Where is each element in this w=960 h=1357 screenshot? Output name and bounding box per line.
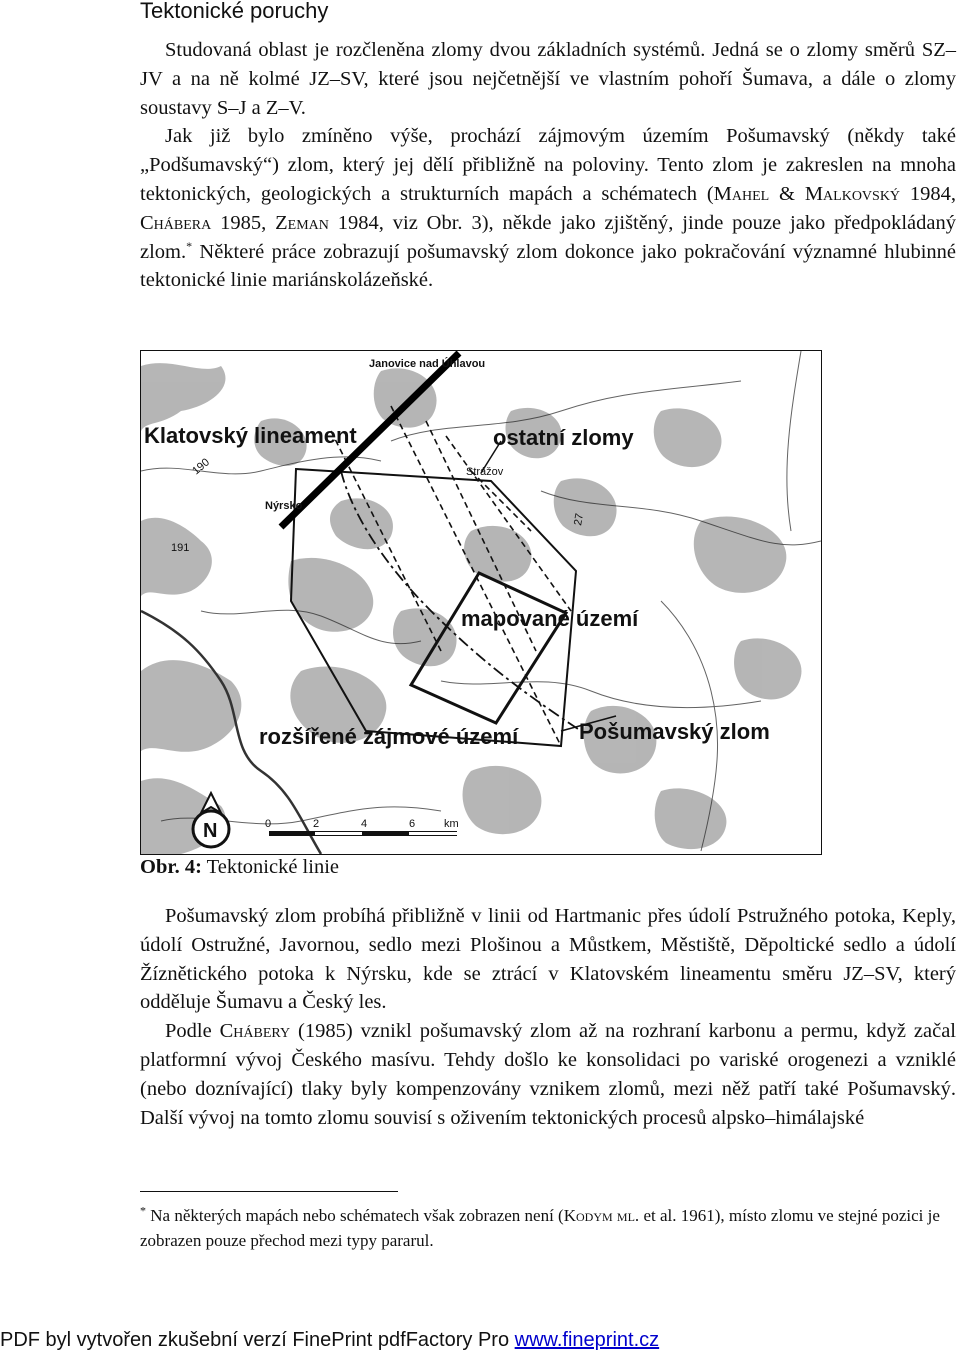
label-strazov: Strážov (466, 466, 504, 478)
label-road-190: 190 (190, 456, 212, 478)
label-road-27: 27 (572, 512, 587, 527)
pdf-generator-footer: PDF byl vytvořen zkušební verzí FinePrint pdfFactory Pro www.fineprint.cz (0, 1329, 660, 1351)
scale-tick-4: 4 (361, 818, 368, 830)
footnote-separator (140, 1191, 398, 1192)
paragraph-fault-origin: Podle Chábery (1985) vznikl pošumavský zlom až na rozhraní karbonu a permu, když začal platformní vývoj Českého masívu. Tehdy došlo ke konsolidaci po variské orogenezi a vzniklé (nebo doznívající) tlaky byly kompenzovány vznikem zlomů, mezi něž patří také Pošumavský. Další vývoj na tomto zlomu souvisí s oživením tektonických procesů alpsko–himálajské (140, 1020, 957, 1129)
body-text-bottom (140, 902, 956, 1132)
tectonic-map-figure (140, 350, 822, 855)
label-posumavsky-fault: Pošumavský zlom (579, 719, 770, 744)
caption-text: Tektonické linie (201, 856, 339, 878)
paragraph-posumavsky-fault: Jak již bylo zmíněno výše, prochází zájmovým územím Pošumavský (někdy také „Podšumavský“) zlom, který jej dělí přibližně na poloviny. Tento zlom je zakreslen na mnoha tektonických, geologických a strukturních mapách a schématech (Mahel & Malkovský 1984, Chábera 1985, Zeman 1984, viz Obr. 3), někde jako zjištěný, jinde pouze jako předpokládaný zlom.* Některé práce zobrazují pošumavský zlom dokonce jako pokračování významné hlubinné tektonické linie mariánskolázeňské. (140, 125, 956, 292)
section-title: Tektonické poruchy (140, 0, 329, 23)
scale-tick-0: 0 (265, 818, 272, 830)
citation-author: Chábera (140, 211, 212, 234)
paragraph-fault-systems: Studovaná oblast je rozčleněna zlomy dvou základních systémů. Jedná se o zlomy směrů SZ–JV a na ně kolmé JZ–SV, které jsou nejčetnější ve vlastním pohoří Šumava, a dále o zlomy soustavy S–J a Z–V. (140, 39, 956, 119)
figure-caption (140, 856, 339, 879)
scale-unit: km (444, 818, 459, 830)
citation-author: Malkovský (804, 182, 901, 205)
north-label: N (203, 820, 218, 842)
scale-tick-6: 6 (409, 818, 416, 830)
paragraph-fault-course: Pošumavský zlom probíhá přibližně v linii od Hartmanic přes údolí Pstružného potoka, Keply, údolí Ostružné, Javornou, sedlo mezi Plošinou a Můstkem, Městiště, Dĕpoltické sedlo a údolí Žíznětického potoka k Nýrsku, kde se ztrácí v Klatovském lineamentu směru JZ–SV, který odděluje Šumavu a Český les. (140, 905, 956, 1014)
label-janovice: Janovice nad Úhlavou (369, 358, 486, 370)
label-nyrsko: Nýrsko (265, 500, 303, 512)
fineprint-link[interactable]: www.fineprint.cz (514, 1329, 660, 1351)
citation-author: Mahel (713, 182, 770, 205)
citation-author: Zeman (275, 211, 329, 234)
citation-author: Chábery (219, 1020, 291, 1043)
label-klatovsky-lineament: Klatovský lineament (144, 423, 357, 448)
mapped-area-outline (411, 573, 566, 723)
caption-label: Obr. 4: (140, 856, 202, 878)
tectonic-map (141, 351, 821, 854)
label-extended-area: rozšířené zájmové území (259, 724, 519, 749)
label-other-faults: ostatní zlomy (493, 425, 634, 450)
label-road-191: 191 (171, 542, 190, 554)
body-text-top (140, 36, 956, 295)
citation-author: Kodym ml. (563, 1206, 640, 1225)
scale-tick-2: 2 (313, 818, 320, 830)
label-mapped-area: mapované území (461, 606, 639, 631)
footnote: * Na některých mapách nebo schématech však zobrazen není (Kodym ml. et al. 1961), místo zlomu ve stejné pozici je zobrazen pouze přechod mezi typy pararul. (140, 1203, 940, 1250)
footnote-mark: * (140, 1203, 146, 1218)
scale-bar (265, 818, 459, 836)
footnote-marker: * (186, 238, 193, 253)
